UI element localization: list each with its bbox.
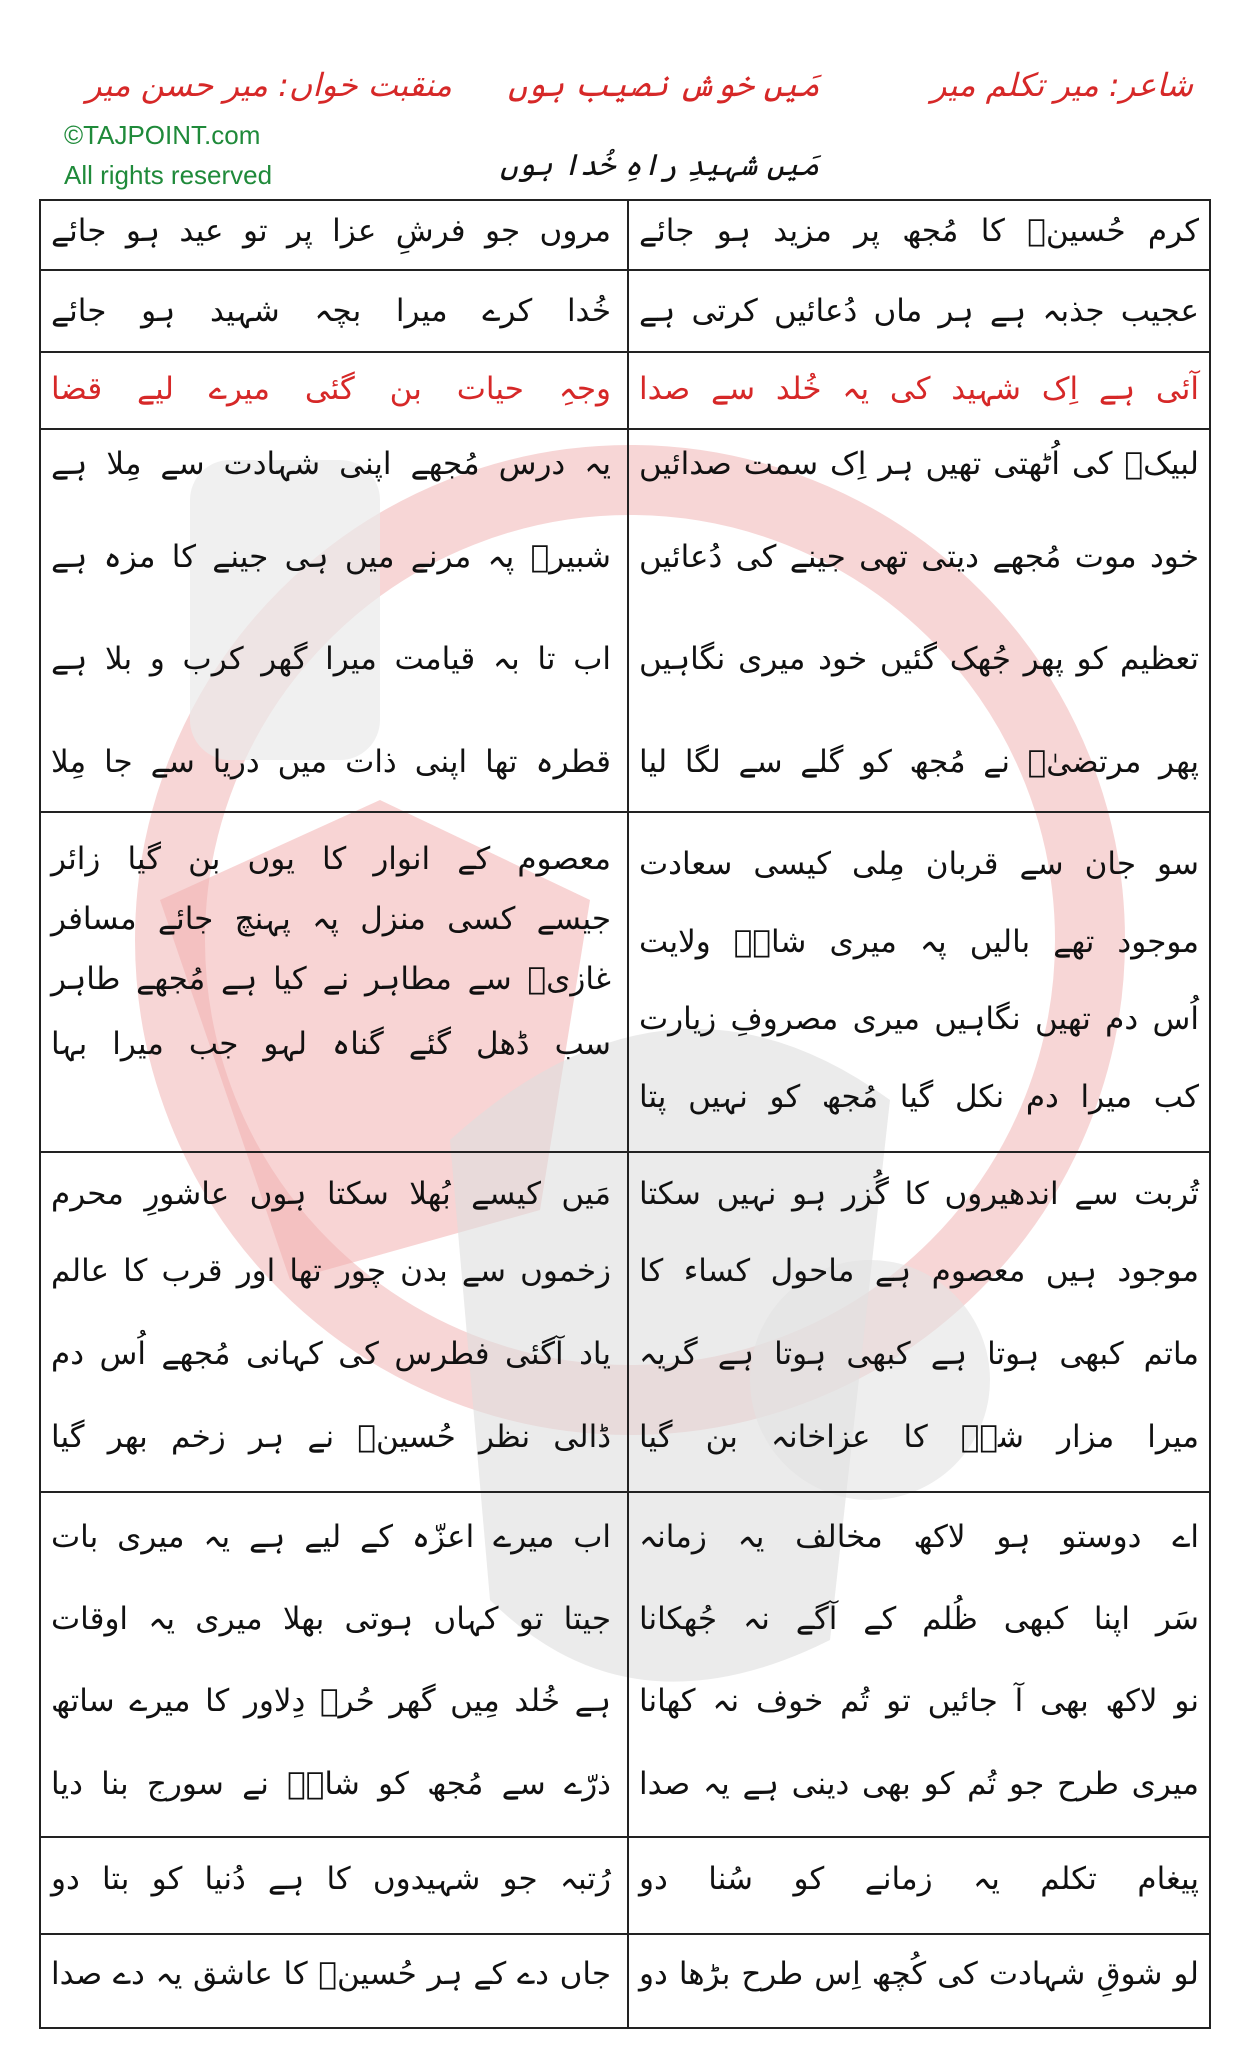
verse-line: میرا مزار شہؑ کا عزاخانہ بن گیا [639,1419,1199,1455]
header [0,0,1253,196]
verse-line-highlight: وجہِ حیات بن گئی میرے لیے قضا [51,371,611,407]
verse-line: ماتم کبھی ہوتا ہے کبھی ہوتا ہے گریہ [639,1336,1199,1372]
row-divider [41,1836,1209,1838]
verse-line: تُربت سے اندھیروں کا گُزر ہو نہیں سکتا [639,1176,1199,1212]
verse-line: پیغام تکلم یہ زمانے کو سُنا دو [639,1861,1199,1897]
poem-table [39,199,1211,2029]
verse-line: سب ڈھل گئے گناہ لہو جب میرا بہا [51,1026,611,1062]
verse-line: ہے خُلد مِیں گھر حُرؑ دِلاور کا میرے ساتھ [51,1683,611,1719]
verse-line: اب تا بہ قیامت میرا گھر کرب و بلا ہے [51,641,611,677]
verse-line: خُدا کرے میرا بچہ شہید ہو جائے [51,293,611,329]
verse-line: کب میرا دم نکل گیا مُجھ کو نہیں پتا [639,1079,1199,1115]
verse-line: کرم حُسینؑ کا مُجھ پر مزید ہو جائے [639,213,1199,249]
verse-line: رُتبہ جو شہیدوں کا ہے دُنیا کو بتا دو [51,1861,611,1897]
verse-line: قطرہ تھا اپنی ذات میں دریا سے جا مِلا [51,744,611,780]
verse-line: یاد آگئی فطرس کی کہانی مُجھے اُس دم [51,1336,611,1372]
verse-line: ڈالی نظر حُسینؑ نے ہر زخم بھر گیا [51,1419,611,1455]
verse-line: مروں جو فرشِ عزا پر تو عید ہو جائے [51,213,611,249]
verse-line: جیتا تو کہاں ہوتی بھلا میری یہ اوقات [51,1601,611,1637]
verse-line: خود موت مُجھے دیتی تھی جینے کی دُعائیں [639,539,1199,575]
verse-line: موجود ہیں معصوم ہے ماحول کساء کا [639,1253,1199,1289]
verse-line: اُس دم تھیں نگاہیں میری مصروفِ زیارت [639,1001,1199,1037]
verse-line: یہ درس مُجھے اپنی شہادت سے مِلا ہے [51,446,611,482]
verse-line: مَیں کیسے بُھلا سکتا ہوں عاشورِ محرم [51,1176,611,1212]
verse-line: میری طرح جو تُم کو بھی دینی ہے یہ صدا [639,1766,1199,1802]
verse-line: جیسے کسی منزل پہ پہنچ جائے مسافر [51,901,611,937]
column-divider [627,201,629,2027]
verse-line: نو لاکھ بھی آ جائیں تو تُم خوف نہ کھانا [639,1683,1199,1719]
verse-line: ذرّے سے مُجھ کو شاہؑ نے سورج بنا دیا [51,1766,611,1802]
verse-line: زخموں سے بدن چور تھا اور قرب کا عالم [51,1253,611,1289]
copyright-text: ©TAJPOINT.com [64,120,261,150]
verse-line: اب میرے اعزّہ کے لیے ہے یہ میری بات [51,1519,611,1555]
row-divider [41,351,1209,353]
verse-line-highlight: آئی ہے اِک شہید کی یہ خُلد سے صدا [639,371,1199,407]
verse-line: تعظیم کو پھر جُھک گئیں خود میری نگاہیں [639,641,1199,677]
row-divider [41,269,1209,271]
page-title: مَیں خوش نصیب ہوں [508,66,820,104]
verse-line: سَر اپنا کبھی ظُلم کے آگے نہ جُھکانا [639,1601,1199,1637]
rights-text: All rights reserved [64,160,273,190]
verse-line: پھر مرتضیٰؑ نے مُجھ کو گلے سے لگا لیا [639,744,1199,780]
verse-line: معصوم کے انوار کا یوں بن گیا زائر [51,841,611,877]
verse-line: لبیکؑ کی اُٹھتی تھیں ہر اِک سمت صدائیں [639,446,1199,482]
row-divider [41,1491,1209,1493]
reciter-credit: منقبت خواں: میر حسن میر [86,66,452,104]
verse-line: موجود تھے بالیں پہ میری شاہؑ ولایت [639,924,1199,960]
subtitle: مَیں شہیدِ راہِ خُدا ہوں [500,148,820,183]
poet-credit: شاعر: میر تکلم میر [931,66,1193,104]
verse-line: شبیرؑ پہ مرنے میں ہی جینے کا مزہ ہے [51,539,611,575]
verse-line: اے دوستو ہو لاکھ مخالف یہ زمانہ [639,1519,1199,1555]
verse-line: عجیب جذبہ ہے ہر ماں دُعائیں کرتی ہے [639,293,1199,329]
verse-line: لو شوقِ شہادت کی کُچھ اِس طرح بڑھا دو [639,1956,1199,1992]
row-divider [41,428,1209,430]
verse-line: سو جان سے قربان مِلی کیسی سعادت [639,846,1199,882]
verse-line: جاں دے کے ہر حُسینؑ کا عاشق یہ دے صدا [51,1956,611,1992]
verse-line: غازیؑ سے مطاہر نے کیا ہے مُجھے طاہر [51,961,611,997]
row-divider [41,1933,1209,1935]
row-divider [41,1151,1209,1153]
row-divider [41,811,1209,813]
